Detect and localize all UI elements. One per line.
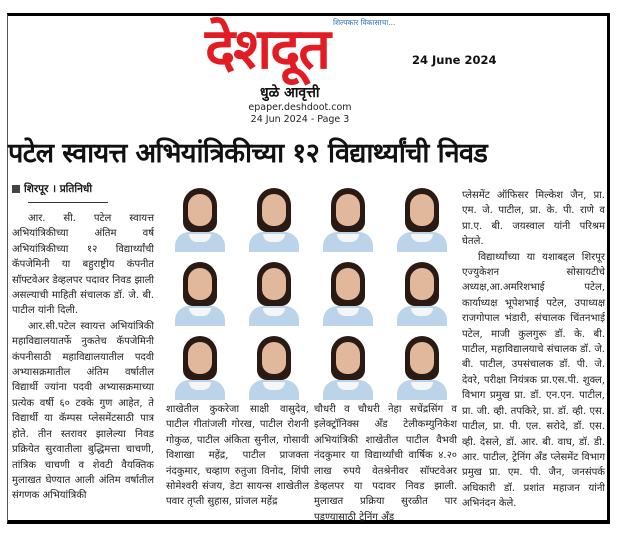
article-column-2	[166, 402, 309, 510]
article-column-4	[462, 188, 605, 512]
newspaper-logo: देशदूत	[205, 17, 329, 82]
article-column-3	[314, 402, 457, 525]
edition-name: धुळे आवृत्ती	[260, 85, 320, 101]
paragraph: चौधरी व चौधरी नेहा सचेंद्रसिंग व इलेक्ट्रॉनिक्स अँड टेलीकम्युनिकेश अभियांत्रिकी शाखेतील पाटील वैभवी नंदकुमार या विद्यार्थ्यांची वार्षिक ४.२० लाख रुपये वेतश्रेनीवर सॉफ्टवेअर डेव्हलपर या पदावर निवड झाली. मुलाखत प्रक्रिया सुरळीत पार पडण्यासाठी ट्रेनिंग अँड	[314, 404, 457, 523]
student-photo	[314, 256, 382, 326]
student-photo	[240, 330, 308, 400]
article-column-1	[12, 211, 154, 504]
student-photo	[240, 182, 308, 252]
student-photo	[166, 256, 234, 326]
student-photo-grid	[166, 182, 456, 400]
student-photo	[240, 256, 308, 326]
paragraph: शाखेतील कुकरेजा साक्षी वासुदेव, पाटील गीतांजली गोरख, पाटील रोशनी गोकुळ, पाटील अंकिता सुनील, गोसावी विशाखा महेंद्र, पाटील प्राजक्ता नंदकुमार, चव्हाण रुतुजा विनोद, शिंपी सोमेश्वरी संजय, डेटा सायन्स शाखेतील पवार तृप्ती सुहास, प्रांजल महेंद्र	[166, 404, 309, 508]
page-info: 24 Jun 2024 - Page 3	[250, 114, 350, 125]
student-photo	[388, 256, 456, 326]
paragraph: आर. सी. पटेल स्वायत्त अभियांत्रिकीच्या अंतिम वर्ष अभियांत्रिकीच्या १२ विद्यार्थ्यांची कॅपजेमिनी या बहुराष्ट्रीय कंपनीत सॉफ्टवेअर डेव्हलपर पदावर निवड झाली असल्याची माहिती संचालक डॉ. जे. बी. पाटील यांनी दिली.	[12, 213, 154, 317]
epaper-info	[230, 102, 370, 126]
student-photo	[314, 182, 382, 252]
paragraph: प्लेसमेंट ऑफिसर मिल्केश जैन, प्रा. एम. जे. पाटील, प्रा. के. पी. राणे व प्रा.ए. बी. जयस्वाल यांनी परिश्रम घेतले.	[462, 190, 605, 248]
byline-divider	[28, 202, 108, 203]
paragraph: विद्यार्थ्यांच्या या यशाबद्दल शिरपूर एज्युकेशन सोसायटीचे अध्यक्ष,आ.अमरिशभाई पटेल, कार्याध्यक्ष भूपेशभाई पटेल, उपाध्यक्ष राजगोपाल भंडारी, संचालक चिंतनभाई पटेल, माजी कुलगुरू डॉ. के. बी. पाटील, महाविद्यालयाचे संचालक डॉ. जे. बी. पाटील, उपसंचालक डॉ. पी. जे. देवरे, परीक्षा नियंत्रक प्रा.एस.पी. शुक्ल, विभाग प्रमुख प्रा. डॉ. एन.एन. पाटील, प्रा. जी. व्ही. तपकिरे, प्रा. डॉ. व्ही. एस. पाटील, प्रा. पी. एल. सरोदे, डॉ. एस. व्ही. देसले, डॉ. आर. बी. वाघ, डॉ. डी. आर. पाटील, ट्रेनिंग अँड प्लेसमेंट विभाग प्रमुख प्रा. एम. पी. जैन, जनसंपर्क अधिकारी डॉ. प्रशांत महाजन यांनी अभिनंदन केले.	[462, 251, 605, 510]
epaper-url: epaper.deshdoot.com	[248, 102, 352, 113]
bullet-square-icon	[12, 185, 20, 193]
student-photo	[388, 182, 456, 252]
publication-date: 24 June 2024	[412, 53, 497, 67]
byline-text: शिरपूर । प्रतिनिधी	[24, 183, 93, 195]
byline	[12, 182, 92, 196]
student-photo	[166, 330, 234, 400]
paragraph: आर.सी.पटेल स्वायत्त अभियांत्रिकी महाविद्यालयातर्फे नुकतेच कॅपजेमिनी कंपनीसाठी महाविद्यालयातील पदवी अभ्यासक्रमातील अंतिम वर्षातील विद्यार्थी ज्यांना पदवी अभ्यासक्रमाच्या प्रत्येक वर्षी ६० टक्के गुण आहेत, ते विद्यार्थी या कॅम्पस प्लेसमेंटसाठी पात्र होते. तीन स्तरावर झालेल्या निवड प्रक्रियेत सुरवातीला बुद्धिमत्ता चाचणी, तांत्रिक चाचणी व शेवटी वैयक्तिक मुलाखत घेण्यात आली अंतिम वर्षातील संगणक अभियांत्रिकी	[12, 320, 154, 502]
article-headline: पटेल स्वायत्त अभियांत्रिकीच्या १२ विद्यार्थ्यांची निवड	[8, 138, 488, 169]
student-photo	[314, 330, 382, 400]
masthead-tagline: शिल्पकार विकासाचा...	[333, 18, 396, 27]
student-photo	[388, 330, 456, 400]
student-photo	[166, 182, 234, 252]
